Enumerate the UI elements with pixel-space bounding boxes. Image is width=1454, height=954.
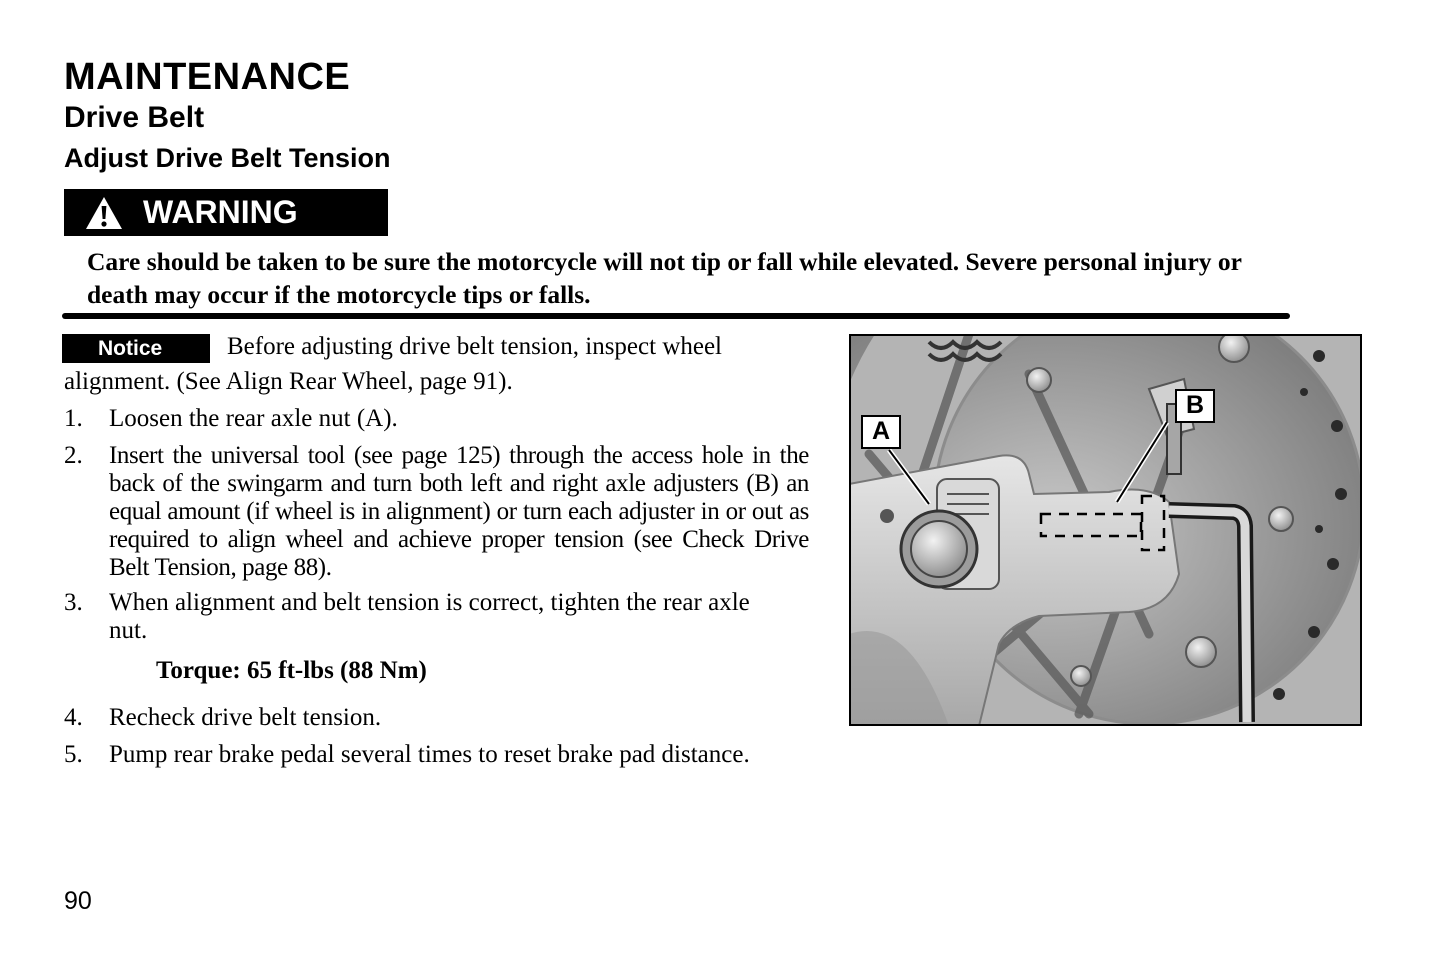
- topic-title: Adjust Drive Belt Tension: [64, 143, 391, 173]
- list-item: [64, 741, 844, 769]
- list-item-number: 3.: [64, 589, 83, 616]
- callout-b-label: B: [1175, 389, 1215, 423]
- list-item-number: 2.: [64, 442, 83, 469]
- list-item-number: 5.: [64, 741, 83, 768]
- swingarm-illustration: [849, 334, 1362, 726]
- callout-a-label: A: [861, 415, 901, 449]
- list-item: [64, 442, 809, 582]
- notice-text-line-1: Before adjusting drive belt tension, inspect wheel: [227, 333, 723, 360]
- list-item-number: 4.: [64, 704, 83, 731]
- warning-banner: [64, 189, 388, 236]
- warning-triangle-icon: [85, 196, 123, 230]
- notice-badge: Notice: [62, 334, 210, 363]
- page-number: 90: [64, 887, 92, 915]
- list-item-text: When alignment and belt tension is correct, tighten the rear axle nut.: [109, 589, 750, 644]
- warning-text: Care should be taken to be sure the motorcycle will not tip or fall while elevated. Severe personal injury or death may occur if the motorcycle tips or falls.: [87, 247, 1242, 309]
- list-item-text: Pump rear brake pedal several times to reset brake pad distance.: [109, 741, 750, 768]
- list-item-text: Recheck drive belt tension.: [109, 704, 382, 731]
- list-item: [64, 704, 809, 732]
- section-title: MAINTENANCE: [64, 56, 351, 98]
- subsection-title: Drive Belt: [64, 101, 205, 134]
- list-item-text: Insert the universal tool (see page 125) through the access hole in the back of the swingarm and turn both left and right axle adjusters (B) an equal amount (if wheel is in alignment) or turn each adjuster in or out as required to align wheel and achieve proper tension (see Check Drive Belt Tension, page 88).: [109, 442, 809, 581]
- list-item-number: 1.: [64, 405, 83, 432]
- list-item: [64, 405, 809, 433]
- torque-spec: Torque: 65 ft-lbs (88 Nm): [156, 657, 427, 684]
- divider: [62, 313, 1290, 319]
- warning-label: WARNING: [143, 194, 298, 230]
- notice-text-line-2: alignment. (See Align Rear Wheel, page 91).: [64, 368, 513, 395]
- list-item: [64, 589, 784, 645]
- list-item-text: Loosen the rear axle nut (A).: [109, 405, 398, 432]
- swingarm-photo: [849, 334, 1362, 726]
